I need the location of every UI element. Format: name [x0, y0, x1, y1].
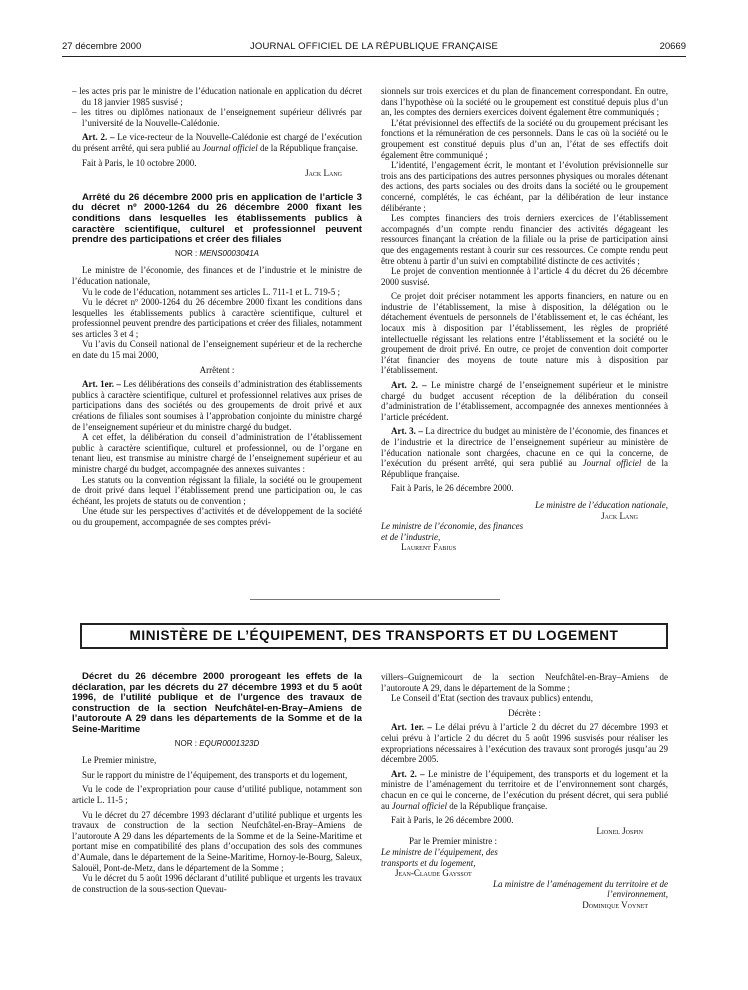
article-paragraph: Art. 2. – Le vice-recteur de la Nouvelle-Calédonie est chargé de l’exécution du présent arrêté, qui sera publié au Journal officiel de la République française. — [72, 132, 362, 153]
paragraph: Les statuts ou la convention régissant la filiale, la société ou le groupement de droit privé dans lequel l’établissement prend une participation ou, le cas échéant, les projets de statuts ou de convention ; — [72, 474, 362, 506]
nor-reference: NOR : MENS0003041A — [174, 248, 260, 258]
signature: Jean-Claude Gayssot — [395, 868, 472, 879]
arrete-title: Arrêté du 26 décembre 2000 pris en application de l’article 3 du décret nº 2000-1264 du 26 décembre 2000 fixant les conditions dans lesquelles les établissements publics à caractère scientifique, culturel et professionnel peuvent prendre des participations et créer des filiales — [72, 191, 362, 246]
signatory-role: Le ministre de l’éducation nationale, — [535, 499, 668, 510]
paragraph: Vu l’avis du Conseil national de l’enseignement supérieur et de la recherche en date du 15 mai 2000, — [72, 339, 362, 361]
signatory-role: La ministre de l’aménagement du territoire et de l’environnement, — [492, 878, 668, 900]
paragraph: Les comptes financiers des trois derniers exercices de l’établissement accompagnés d’un compte rendu financier des activités dégageant les ressources finançant la création de la filiale ou la prise de participation ainsi que des engagements restant à courir sur ces ressources. Ce compte rendu peut être obtenu à partir d’un suivi en comptabilité distincte de ces activités ; — [381, 213, 668, 266]
article-paragraph: Art. 1er. – Les délibérations des conseils d’administration des établissements publics à caractère scientifique, culturel et professionnel relatives aux prises de participations dans des sociétés ou des groupements de droit privé et aux créations de filiales sont soumises à l’approbation conjointe du ministre chargé de l’enseignement supérieur et du ministre chargé du budget. — [72, 379, 363, 432]
paragraph: L’état prévisionnel des effectifs de la société ou du groupement précisant les fonctions et la rémunération de ces personnels. Dans le cas où la société ou le groupement est constitué depuis plus d’un an, l’état de ses effectifs doit également être communiqué ; — [381, 117, 668, 160]
paragraph: Vu le décret nº 2000-1264 du 26 décembre 2000 fixant les conditions dans lesquelles les établissements publics à caractère scientifique, culturel et professionnel peuvent prendre des participations et créer des filiales, notamment ses articles 3 et 4 ; — [72, 297, 362, 339]
left-column-top — [72, 86, 362, 528]
paragraph: Vu le décret du 27 décembre 1993 déclarant d’utilité publique et urgents les travaux de construction de la section Neufchâtel-en-Bray–Amiens de l’autoroute A 29 dans les départements de la Somme et de la Seine-Maritime et portant mise en compatibilité des plans d’occupation des sols des communes d’Aumale, dans le département de la Seine-Maritime, Hornoy-le-Bourg, Saleux, Salouël, Pont-de-Metz, dans le département de la Somme ; — [72, 809, 362, 873]
paragraph: Une étude sur les perspectives d’activités et de développement de la société ou du groupement, accompagnée de ses comptes prévi- — [72, 506, 362, 527]
list-item: – les titres ou diplômes nationaux de l’enseignement supérieur délivrés par l’université de la Nouvelle-Calédonie. — [72, 107, 362, 128]
header-page-number: 20669 — [659, 41, 686, 52]
article-paragraph: Art. 2. – Le ministre chargé de l’enseignement supérieur et le ministre chargé du budget accusent réception de la délibération du conseil d’administration de l’établissement, accompagnée des annexes mentionnées à l’article précédent. — [381, 380, 668, 422]
signatory-role: Le ministre de l’économie, des finances et de l’industrie, — [381, 521, 524, 542]
decret-title: Décret du 26 décembre 2000 prorogeant les effets de la déclaration, par les décrets du 27 décembre 1993 et du 5 août 1996, de l’utilité publique et de l’urgence des travaux de construction de la section Neufchâtel-en-Bray–Amiens de l’autoroute A 29 dans les départements de la Somme et de la Seine-Maritime — [72, 671, 362, 735]
paragraph: L’identité, l’engagement écrit, le montant et l’évolution prévisionnelle sur trois ans des participations des autres personnes physiques ou morales détenant des actions, des parts sociales ou des droits dans la société ou le groupement concerné, complétés, le cas échéant, par la délibération de leur instance délibérante ; — [381, 160, 668, 213]
fait-a-paris: Fait à Paris, le 26 décembre 2000. — [391, 815, 514, 826]
paragraph: villers–Guignemicourt de la section Neufchâtel-en-Bray–Amiens de l’autoroute A 29, dans le département de la Somme ; — [381, 672, 668, 693]
signature: Laurent Fabius — [401, 542, 457, 553]
paragraph: Le Premier ministre, — [82, 755, 157, 766]
right-column-bottom — [381, 672, 668, 910]
article-paragraph: Art. 3. – La directrice du budget au ministère de l’économie, des finances et de l’industrie et la directrice de l’enseignement supérieur au ministère de l’éducation nationale sont chargées, chacune en ce qui la concerne, de l’exécution du présent arrêté, qui sera publié au Journal officiel de la République française. — [381, 426, 668, 479]
par-le-premier-ministre: Par le Premier ministre : — [409, 836, 497, 847]
signature: Dominique Voynet — [582, 899, 648, 910]
paragraph: Vu le code de l’éducation, notamment ses articles L. 711-1 et L. 719-5 ; — [82, 286, 341, 297]
paragraph: sionnels sur trois exercices et du plan de financement correspondant. En outre, dans l’hypothèse où la société ou le groupement est constitué depuis plus d’un an, les comptes des derniers exercices doivent également être communiqués ; — [381, 86, 668, 118]
article-paragraph: Art. 1er. – Le délai prévu à l’article 2 du décret du 27 décembre 1993 et celui prévu à l’article 2 du décret du 5 août 1996 susvisés pour réaliser les expropriations nécessaires à l’exécution des travaux sont prorogés jusqu’au 29 décembre 2005. — [381, 722, 669, 765]
paragraph: Ce projet doit préciser notamment les apports financiers, en nature ou en industrie de l’établissement, la mise à disposition, la délégation ou le détachement éventuels de personnels de l’établissement et, le cas échéant, les locaux mis à disposition par l’établissement, les règles de propriété intellectuelle régissant les relations entre l’établissement et la société ou le groupement de droit privé. En outre, ce projet de convention doit comporter l’état financier des moyens de toute nature mis à disposition par l’établissement. — [381, 291, 668, 376]
paragraph: Le ministre de l’économie, des finances et de l’industrie et le ministre de l’éducation nationale, — [72, 265, 362, 286]
separator-rule — [250, 599, 500, 600]
fait-a-paris: Fait à Paris, le 10 octobre 2000. — [82, 157, 197, 168]
ministry-banner: MINISTÈRE DE L’ÉQUIPEMENT, DES TRANSPORTS ET DU LOGEMENT — [80, 623, 668, 649]
paragraph: Le Conseil d’Etat (section des travaux publics) entendu, — [391, 693, 593, 704]
left-column-bottom — [72, 672, 362, 894]
right-column-top — [381, 86, 668, 553]
paragraph: Sur le rapport du ministre de l’équipement, des transports et du logement, — [82, 769, 348, 780]
fait-a-paris: Fait à Paris, le 26 décembre 2000. — [391, 483, 514, 494]
signature: Lionel Jospin — [596, 825, 643, 836]
header-rule — [62, 56, 686, 57]
signatory-role: Le ministre de l’équipement, des transports et du logement, — [381, 846, 498, 868]
signature: Jack Lang — [601, 510, 638, 521]
article-paragraph: Art. 2. – Le ministre de l’équipement, des transports et du logement et la ministre de l’aménagement du territoire et de l’environnement sont chargés, chacun en ce qui le concerne, de l’exécution du présent décret, qui sera publié au Journal officiel de la République française. — [381, 768, 668, 811]
page-header — [62, 38, 686, 56]
signature: Jack Lang — [305, 168, 342, 179]
nor-reference: NOR : EQUR0001323D — [174, 738, 260, 748]
list-item: – les actes pris par le ministre de l’éducation nationale en application du décret du 18 janvier 1985 susvisé ; — [72, 86, 362, 107]
paragraph: Vu le décret du 5 août 1996 déclarant d’utilité publique et urgents les travaux de construction de la sous-section Quevau- — [72, 873, 362, 894]
paragraph: Vu le code de l’expropriation pour cause d’utilité publique, notamment son article L. 11-5 ; — [72, 784, 362, 805]
arretent: Arrêtent : — [199, 364, 235, 375]
decrete: Décrète : — [508, 707, 541, 718]
paragraph: A cet effet, la délibération du conseil d’administration de l’établissement public à caractère scientifique, culturel et professionnel, ou de l’organe en tenant lieu, est transmise au ministre chargé de l’enseignement supérieur et au ministre chargé du budget, accompagnée des annexes suivantes : — [72, 432, 362, 474]
header-date: 27 décembre 2000 — [62, 41, 142, 52]
paragraph: Le projet de convention mentionnée à l’article 4 du décret du 26 décembre 2000 susvisé. — [381, 266, 668, 287]
header-journal-title: JOURNAL OFFICIEL DE LA RÉPUBLIQUE FRANÇAISE — [249, 41, 499, 52]
